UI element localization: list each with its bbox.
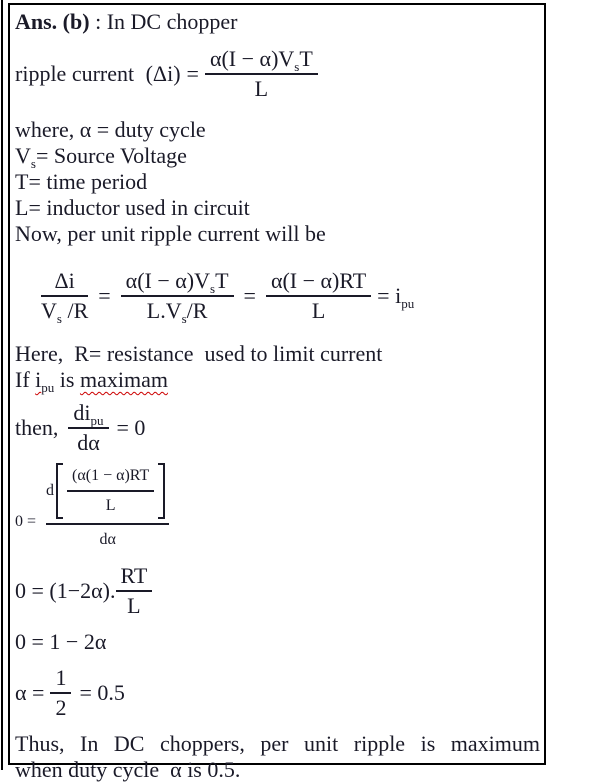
- eq7-fraction: [50, 665, 71, 721]
- eq2-f1-denominator: $V_s$ /R: [41, 298, 89, 326]
- eq2-fraction-2: [121, 268, 234, 324]
- answer-heading-rest: : In DC chopper: [89, 9, 238, 34]
- subscript-s: s: [294, 59, 300, 74]
- answer-box: [8, 3, 546, 782]
- equation-per-unit-ripple: [41, 257, 540, 335]
- eq5-lhs: 0 = (1−2α).: [15, 578, 116, 603]
- subscript-s: s: [56, 311, 62, 326]
- ipu-misspelling: $i_{pu}$: [35, 367, 55, 395]
- eq4-inner-fraction: [67, 463, 154, 519]
- eq1-label: ripple current: [15, 61, 140, 86]
- l-line: L= inductor used in circuit: [15, 195, 250, 220]
- eq1-lhs: (Δi): [145, 61, 181, 86]
- answer-label: Ans. (b): [15, 9, 90, 34]
- eq4-outer-fraction: [46, 462, 169, 553]
- eq2-equals-2: =: [243, 283, 256, 308]
- eq2-f3-denominator: L: [311, 298, 326, 323]
- left-square-bracket: [56, 463, 63, 519]
- eq7-numerator: 1: [50, 665, 71, 694]
- eq7-denominator: 2: [55, 695, 67, 720]
- eq1-denominator: L: [254, 76, 269, 101]
- eq2-result: = $i_{pu}$: [377, 283, 415, 311]
- conclusion-paragraph: [15, 731, 540, 783]
- eq4-inner-denominator: L: [105, 497, 116, 514]
- then-rhs: = 0: [116, 415, 146, 440]
- eq5-denominator: L: [127, 593, 141, 618]
- eq7-lhs: α =: [15, 680, 45, 705]
- if-line: If $i_{pu}$ is maximam: [15, 367, 168, 395]
- eq2-equals-1: =: [98, 283, 111, 308]
- eq4-d-operator: d: [46, 482, 55, 499]
- eq5-fraction: [116, 563, 153, 619]
- then-denominator: dα: [77, 430, 100, 455]
- subscript-s: s: [181, 311, 187, 326]
- subscript-pu: pu: [90, 413, 104, 428]
- outer-table-left-border: [1, 0, 3, 770]
- eq2-fraction-1: [41, 268, 88, 324]
- subscript-s: s: [210, 281, 216, 296]
- eq7-rhs: = 0.5: [79, 680, 125, 705]
- subscript-s: s: [30, 156, 36, 171]
- equation-derivative-expanded: [15, 459, 540, 553]
- eq1-fraction: [205, 46, 318, 102]
- where-line: where, α = duty cycle: [15, 117, 206, 142]
- eq1-equals: =: [186, 61, 199, 86]
- conclusion-line-2: when duty cycle α is 0.5.: [15, 757, 241, 782]
- now-line: Now, per unit ripple current will be: [15, 221, 326, 246]
- vs-line: $V_s=$ Source Voltage: [15, 143, 187, 171]
- eq4-lhs: 0 =: [15, 513, 37, 530]
- eq2-fraction-3: [266, 268, 371, 324]
- subscript-pu: pu: [41, 380, 55, 395]
- equation-linear: 0 = 1 − 2α: [15, 629, 107, 654]
- equation-alpha-result: [15, 663, 540, 723]
- answer-heading: [15, 9, 540, 35]
- eq1-numerator: $\alpha(I - \alpha)V_sT$: [205, 46, 318, 75]
- then-numerator: $di_{pu}$: [68, 400, 108, 429]
- t-line: T= time period: [15, 169, 148, 194]
- eq2-f3-numerator: α(I − α)RT: [266, 268, 371, 297]
- equation-derivative-condition: [15, 401, 540, 455]
- eq5-numerator: RT: [116, 563, 153, 592]
- then-label: then,: [15, 415, 59, 440]
- equation-simplified: [15, 563, 540, 619]
- eq2-f2-denominator: $L.V_s/R$: [146, 298, 208, 326]
- equation-ripple-current: [15, 45, 540, 103]
- eq4-inner-numerator: (α(1 − α)RT: [67, 463, 154, 492]
- here-line: Here, R= resistance used to limit current: [15, 341, 383, 366]
- conclusion-line-1: Thus, In DC choppers, per unit ripple is maximum: [15, 731, 540, 756]
- then-fraction: [68, 400, 108, 456]
- subscript-pu: pu: [401, 296, 415, 311]
- eq4-outer-denominator: dα: [99, 531, 116, 548]
- eq2-f2-numerator: $\alpha(I - \alpha)V_sT$: [121, 268, 234, 297]
- eq4-outer-numerator: [46, 462, 169, 525]
- maximam-misspelling: maximam: [79, 367, 168, 392]
- right-square-bracket: [158, 463, 165, 519]
- eq2-f1-numerator: Δi: [41, 268, 88, 297]
